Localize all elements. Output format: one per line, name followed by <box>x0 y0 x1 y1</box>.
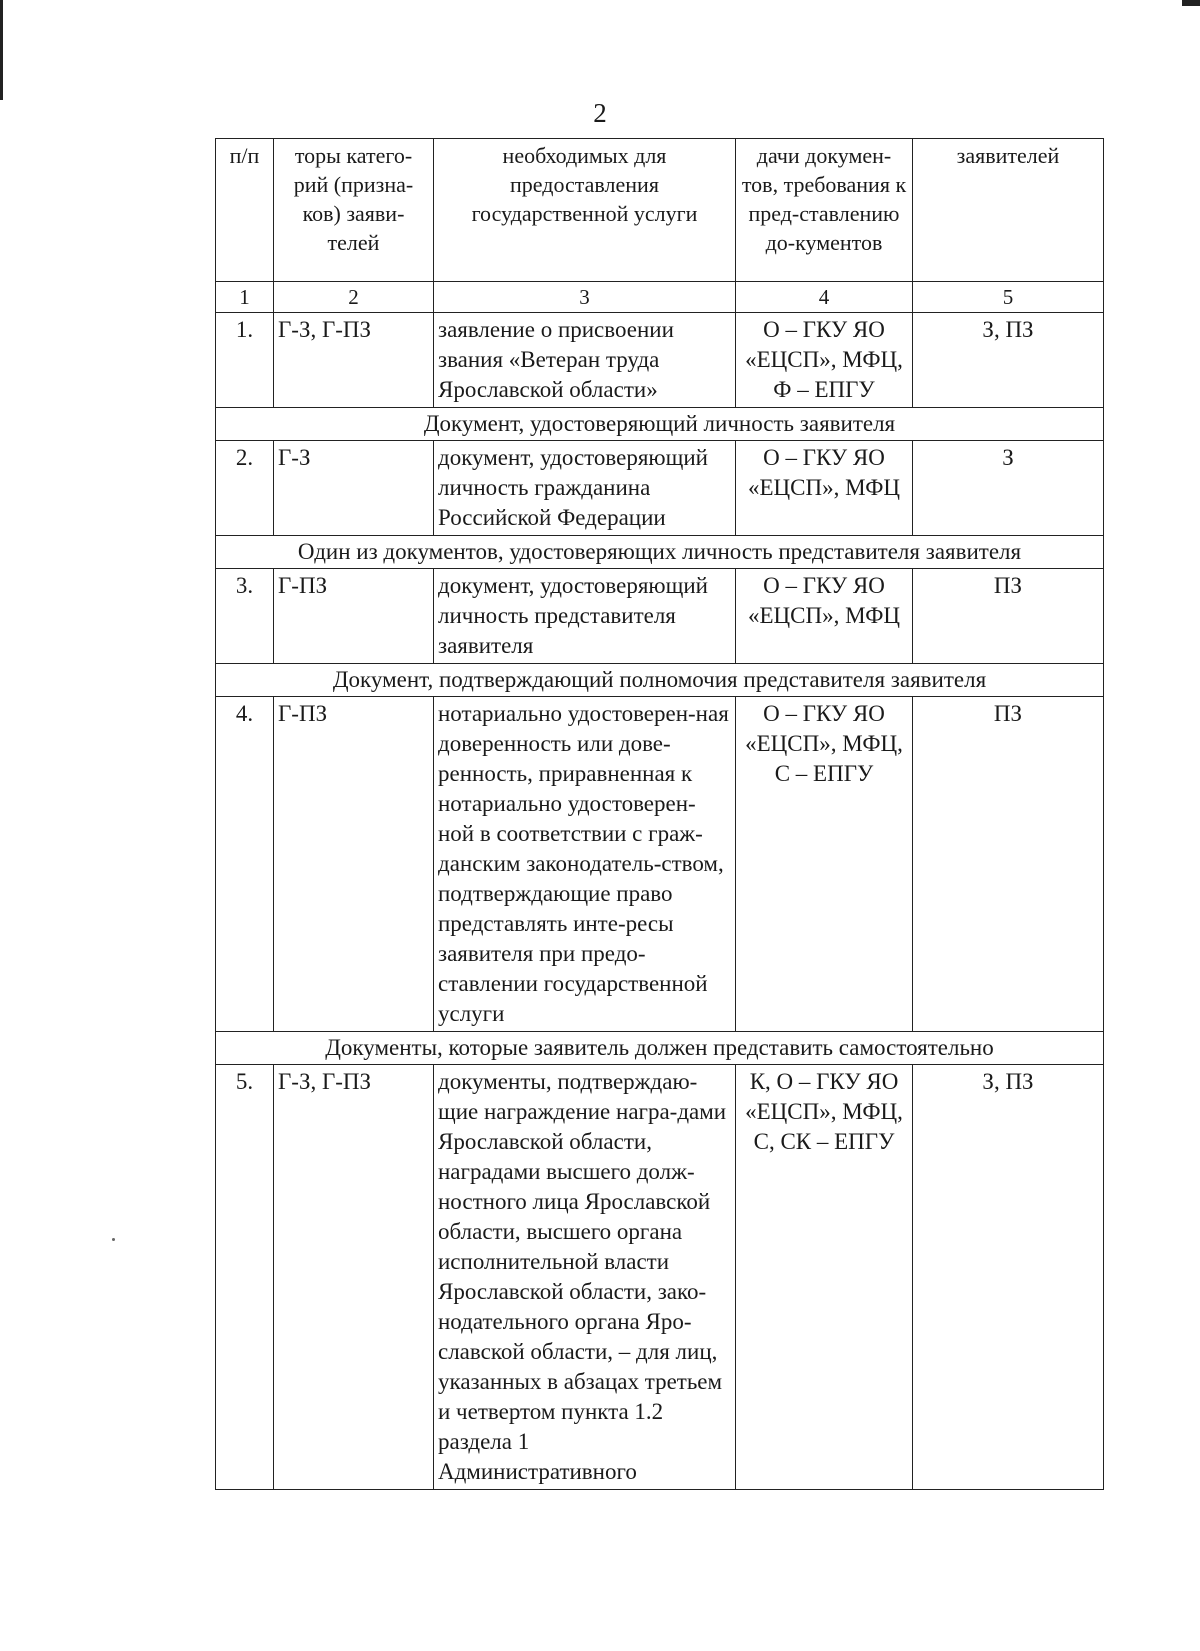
header-cell: п/п <box>216 139 274 282</box>
section-row <box>216 536 1104 569</box>
row-number: 2. <box>216 441 274 536</box>
table-row <box>216 569 1104 664</box>
header-cell: торы катего-рий (призна-ков) заяви-телей <box>274 139 434 282</box>
header-cell: необходимых для предоставления государственной услуги <box>434 139 736 282</box>
section-row <box>216 664 1104 697</box>
row-document: документ, удостоверяющий личность представителя заявителя <box>434 569 736 664</box>
column-number: 2 <box>274 282 434 313</box>
row-category: Г-З, Г-ПЗ <box>274 313 434 408</box>
header-cell: заявителей <box>913 139 1104 282</box>
row-category: Г-ПЗ <box>274 569 434 664</box>
column-number: 3 <box>434 282 736 313</box>
row-document: документы, подтверждаю-щие награждение награ-дами Ярославской области, наградами высшего долж-ностного лица Ярославской области, высшего органа исполнительной власти Ярославской области, зако-нодательного органа Яро-славской области, – для лиц, указанных в абзацах третьем и четвертом пункта 1.2 раздела 1 Административного <box>434 1065 736 1490</box>
table-row <box>216 313 1104 408</box>
row-method: О – ГКУ ЯО «ЕЦСП», МФЦ <box>736 569 913 664</box>
row-document: документ, удостоверяющий личность гражданина Российской Федерации <box>434 441 736 536</box>
row-document: нотариально удостоверен-ная доверенность или дове-ренность, приравненная к нотариально удостоверен-ной в соответствии с граж-данским законодатель-ством, подтверждающие право представлять инте-ресы заявителя при предо-ставлении государственной услуги <box>434 697 736 1032</box>
scan-edge-mark <box>0 0 3 100</box>
row-number: 5. <box>216 1065 274 1490</box>
section-heading: Один из документов, удостоверяющих личность представителя заявителя <box>216 536 1104 569</box>
row-category: Г-З, Г-ПЗ <box>274 1065 434 1490</box>
row-method: О – ГКУ ЯО «ЕЦСП», МФЦ, Ф – ЕПГУ <box>736 313 913 408</box>
row-method: О – ГКУ ЯО «ЕЦСП», МФЦ, С – ЕПГУ <box>736 697 913 1032</box>
section-heading: Документы, которые заявитель должен представить самостоятельно <box>216 1032 1104 1065</box>
page-number: 2 <box>593 98 607 128</box>
row-document: заявление о присвоении звания «Ветеран труда Ярославской области» <box>434 313 736 408</box>
column-number: 1 <box>216 282 274 313</box>
row-applicants: З, ПЗ <box>913 313 1104 408</box>
column-number: 5 <box>913 282 1104 313</box>
documents-table <box>215 138 1104 1490</box>
header-cell: дачи докумен-тов, требования к пред-ставлению до-кументов <box>736 139 913 282</box>
table-header-row <box>216 139 1104 282</box>
row-category: Г-З <box>274 441 434 536</box>
row-category: Г-ПЗ <box>274 697 434 1032</box>
table-row <box>216 441 1104 536</box>
scan-corner-mark <box>1182 0 1200 6</box>
scan-speck <box>112 1238 115 1241</box>
section-row <box>216 408 1104 441</box>
row-applicants: ПЗ <box>913 569 1104 664</box>
section-heading: Документ, подтверждающий полномочия представителя заявителя <box>216 664 1104 697</box>
column-number-row <box>216 282 1104 313</box>
section-row <box>216 1032 1104 1065</box>
row-number: 1. <box>216 313 274 408</box>
table-row <box>216 1065 1104 1490</box>
row-method: О – ГКУ ЯО «ЕЦСП», МФЦ <box>736 441 913 536</box>
section-heading: Документ, удостоверяющий личность заявителя <box>216 408 1104 441</box>
table-row <box>216 697 1104 1032</box>
column-number: 4 <box>736 282 913 313</box>
row-number: 4. <box>216 697 274 1032</box>
row-method: К, О – ГКУ ЯО «ЕЦСП», МФЦ, С, СК – ЕПГУ <box>736 1065 913 1490</box>
row-applicants: З <box>913 441 1104 536</box>
row-number: 3. <box>216 569 274 664</box>
row-applicants: З, ПЗ <box>913 1065 1104 1490</box>
row-applicants: ПЗ <box>913 697 1104 1032</box>
